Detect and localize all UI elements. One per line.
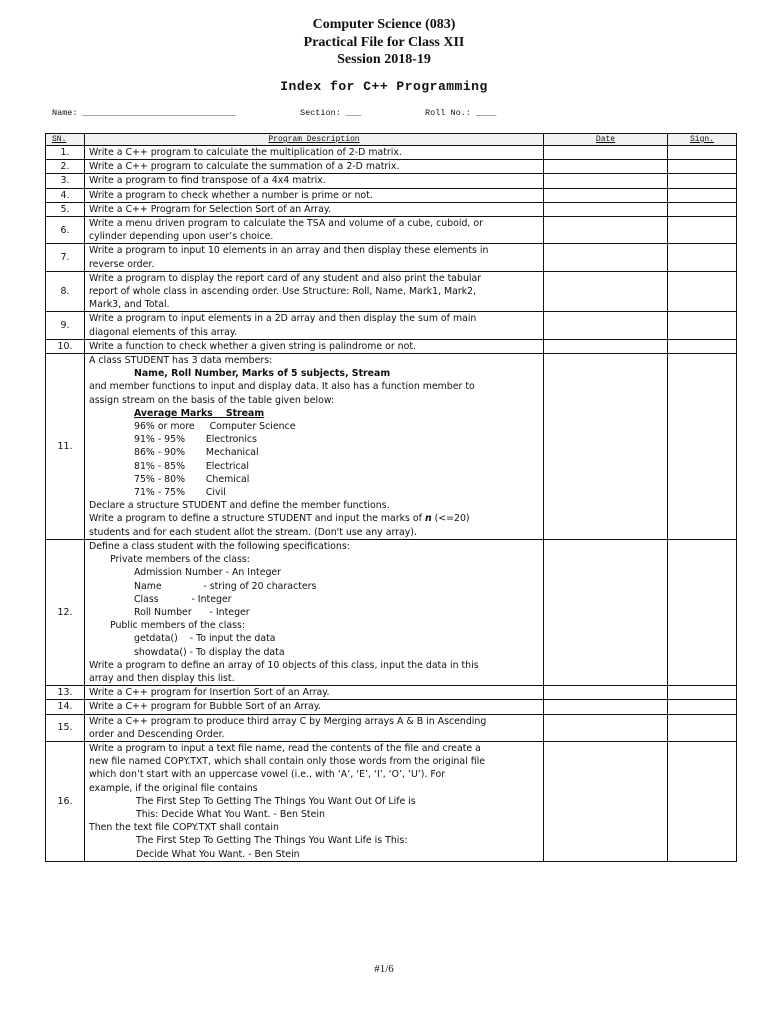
desc-line: students and for each student allot the stream. (Don't use any array). — [89, 526, 417, 538]
page-number: #1/6 — [374, 963, 394, 975]
program-description: Write a C++ program for Insertion Sort of an Array. — [85, 686, 544, 700]
program-description: Write a C++ program to calculate the summation of a 2-D matrix. — [85, 160, 544, 174]
row-number: 1. — [46, 146, 85, 160]
row-number: 2. — [46, 160, 85, 174]
date-cell — [544, 244, 668, 271]
row-number: 6. — [46, 217, 85, 244]
row-number: 10. — [46, 339, 85, 353]
date-cell — [544, 700, 668, 714]
date-cell — [544, 271, 668, 312]
row-number: 8. — [46, 271, 85, 312]
desc-line: example, if the original file contains — [89, 782, 258, 794]
date-cell — [544, 312, 668, 339]
date-cell — [544, 160, 668, 174]
stream-table-row: 96% or more Computer Science — [134, 421, 296, 433]
program-description — [85, 354, 544, 540]
program-description — [85, 312, 544, 339]
desc-line: Write a menu driven program to calculate the TSA and volume of a cube, cuboid, or — [89, 218, 483, 230]
data-members-line: Name, Roll Number, Marks of 5 subjects, Stream — [134, 368, 391, 380]
program-description — [85, 539, 544, 685]
quote-line: Decide What You Want. - Ben Stein — [136, 848, 300, 860]
sign-cell — [668, 188, 737, 202]
desc-line: Write a program to input elements in a 2D array and then display the sum of main — [89, 313, 477, 325]
table-row — [46, 244, 737, 271]
program-description: Write a C++ program for Bubble Sort of an Array. — [85, 700, 544, 714]
date-cell — [544, 714, 668, 741]
desc-line: Define a class student with the following specifications: — [89, 540, 350, 552]
session-title: Session 2018-19 — [337, 52, 431, 67]
desc-line: A class STUDENT has 3 data members: — [89, 355, 273, 367]
sign-cell — [668, 174, 737, 188]
sign-cell — [668, 244, 737, 271]
desc-line: Write a program to display the report card of any student and also print the tabular — [89, 272, 482, 284]
stream-table-row: 91% - 95% Electronics — [134, 434, 257, 446]
program-description: Write a program to find transpose of a 4x4 matrix. — [85, 174, 544, 188]
date-cell — [544, 354, 668, 540]
sign-cell — [668, 160, 737, 174]
desc-line: new file named COPY.TXT, which shall contain only those words from the original file — [89, 756, 485, 768]
row-number: 3. — [46, 174, 85, 188]
table-row — [46, 146, 737, 160]
row-number: 4. — [46, 188, 85, 202]
program-description — [85, 217, 544, 244]
desc-line: cylinder depending upon user’s choice. — [89, 231, 274, 243]
desc-line: which don’t start with an uppercase vowel (i.e., with ‘A’, ‘E’, ‘I’, ‘O’, ‘U’). For — [89, 769, 446, 781]
date-cell — [544, 539, 668, 685]
row-number: 14. — [46, 700, 85, 714]
sign-cell — [668, 146, 737, 160]
desc-line: order and Descending Order. — [89, 728, 225, 740]
roll-field: Roll No.: ____ — [425, 108, 497, 118]
desc-line: Mark3, and Total. — [89, 299, 170, 311]
quote-line: This: Decide What You Want. - Ben Stein — [136, 808, 325, 820]
desc-line: Public members of the class: — [110, 620, 246, 632]
file-title: Practical File for Class XII — [303, 35, 465, 50]
quote-line: The First Step To Getting The Things You Want Life is This: — [136, 835, 408, 847]
name-field: Name: ______________________________ — [52, 108, 236, 118]
program-description: Write a C++ program to calculate the multiplication of 2-D matrix. — [85, 146, 544, 160]
col-sn-header: SN. — [46, 134, 85, 146]
date-cell — [544, 217, 668, 244]
program-description: Write a function to check whether a given string is palindrome or not. — [85, 339, 544, 353]
member-line: Name - string of 20 characters — [134, 580, 317, 592]
program-description — [85, 271, 544, 312]
desc-line: Then the text file COPY.TXT shall contain — [89, 822, 279, 834]
stream-table-header: Average Marks Stream — [134, 407, 265, 419]
row-number: 7. — [46, 244, 85, 271]
sign-cell — [668, 312, 737, 339]
desc-line: reverse order. — [89, 258, 155, 270]
stream-table-row: 86% - 90% Mechanical — [134, 447, 259, 459]
sign-cell — [668, 700, 737, 714]
date-cell — [544, 741, 668, 861]
sign-cell — [668, 354, 737, 540]
desc-line: Write a program to define an array of 10 objects of this class, input the data in this — [89, 659, 479, 671]
sign-cell — [668, 339, 737, 353]
program-description: Write a C++ Program for Selection Sort of an Array. — [85, 202, 544, 216]
date-cell — [544, 174, 668, 188]
member-line: Roll Number - Integer — [134, 606, 250, 618]
desc-line: assign stream on the basis of the table given below: — [89, 394, 335, 406]
program-description — [85, 714, 544, 741]
table-header-row — [46, 134, 737, 146]
table-row — [46, 160, 737, 174]
row-number: 13. — [46, 686, 85, 700]
subject-title: Computer Science (083) — [312, 17, 456, 32]
program-description — [85, 741, 544, 861]
row-number: 9. — [46, 312, 85, 339]
row-number: 15. — [46, 714, 85, 741]
col-date-header: Date — [544, 134, 668, 146]
desc-line: report of whole class in ascending order. Use Structure: Roll, Name, Mark1, Mark2, — [89, 286, 477, 298]
table-row — [46, 188, 737, 202]
desc-line: Write a program to input 10 elements in an array and then display these elements in — [89, 245, 489, 257]
sign-cell — [668, 741, 737, 861]
row-number: 12. — [46, 539, 85, 685]
desc-line — [89, 512, 539, 525]
desc-text: Write a program to define a structure STUDENT and input the marks of — [89, 513, 425, 525]
col-sign-header: Sign. — [668, 134, 737, 146]
date-cell — [544, 188, 668, 202]
desc-line: Write a program to input a text file name, read the contents of the file and create a — [89, 742, 481, 754]
stream-table-row: 71% - 75% Civil — [134, 487, 226, 499]
index-title: Index for C++ Programming — [280, 79, 488, 94]
desc-line: and member functions to input and display data. It also has a function member to — [89, 381, 475, 393]
table-row — [46, 700, 737, 714]
desc-line: Write a C++ program to produce third array C by Merging arrays A & B in Ascending — [89, 715, 487, 727]
stream-table-row: 75% - 80% Chemical — [134, 473, 250, 485]
desc-line: Private members of the class: — [110, 554, 250, 566]
row-number: 5. — [46, 202, 85, 216]
col-desc-header: Program Description — [85, 134, 544, 146]
table-row — [46, 539, 737, 685]
desc-line: diagonal elements of this array. — [89, 326, 238, 338]
sign-cell — [668, 271, 737, 312]
stream-table-row: 81% - 85% Electrical — [134, 460, 249, 472]
table-row — [46, 202, 737, 216]
table-row — [46, 354, 737, 540]
date-cell — [544, 202, 668, 216]
member-line: Class - Integer — [134, 593, 232, 605]
row-number: 16. — [46, 741, 85, 861]
table-row — [46, 714, 737, 741]
program-description — [85, 244, 544, 271]
row-number: 11. — [46, 354, 85, 540]
table-row — [46, 271, 737, 312]
date-cell — [544, 146, 668, 160]
table-row — [46, 686, 737, 700]
sign-cell — [668, 217, 737, 244]
date-cell — [544, 686, 668, 700]
table-row — [46, 339, 737, 353]
sign-cell — [668, 539, 737, 685]
quote-line: The First Step To Getting The Things You Want Out Of Life is — [136, 795, 416, 807]
desc-text: (<=20) — [431, 513, 470, 525]
table-row — [46, 741, 737, 861]
member-line: Admission Number - An Integer — [134, 567, 282, 579]
date-cell — [544, 339, 668, 353]
sign-cell — [668, 714, 737, 741]
table-row — [46, 174, 737, 188]
section-field: Section: ___ — [300, 108, 362, 118]
index-table — [45, 133, 737, 862]
sign-cell — [668, 202, 737, 216]
table-row — [46, 312, 737, 339]
member-line: getdata() - To input the data — [134, 633, 276, 645]
member-line: showdata() - To display the data — [134, 646, 285, 658]
program-description: Write a program to check whether a number is prime or not. — [85, 188, 544, 202]
sign-cell — [668, 686, 737, 700]
desc-line: Declare a structure STUDENT and define the member functions. — [89, 500, 390, 512]
desc-line: array and then display this list. — [89, 672, 235, 684]
table-row — [46, 217, 737, 244]
variable-n: n — [424, 513, 432, 525]
